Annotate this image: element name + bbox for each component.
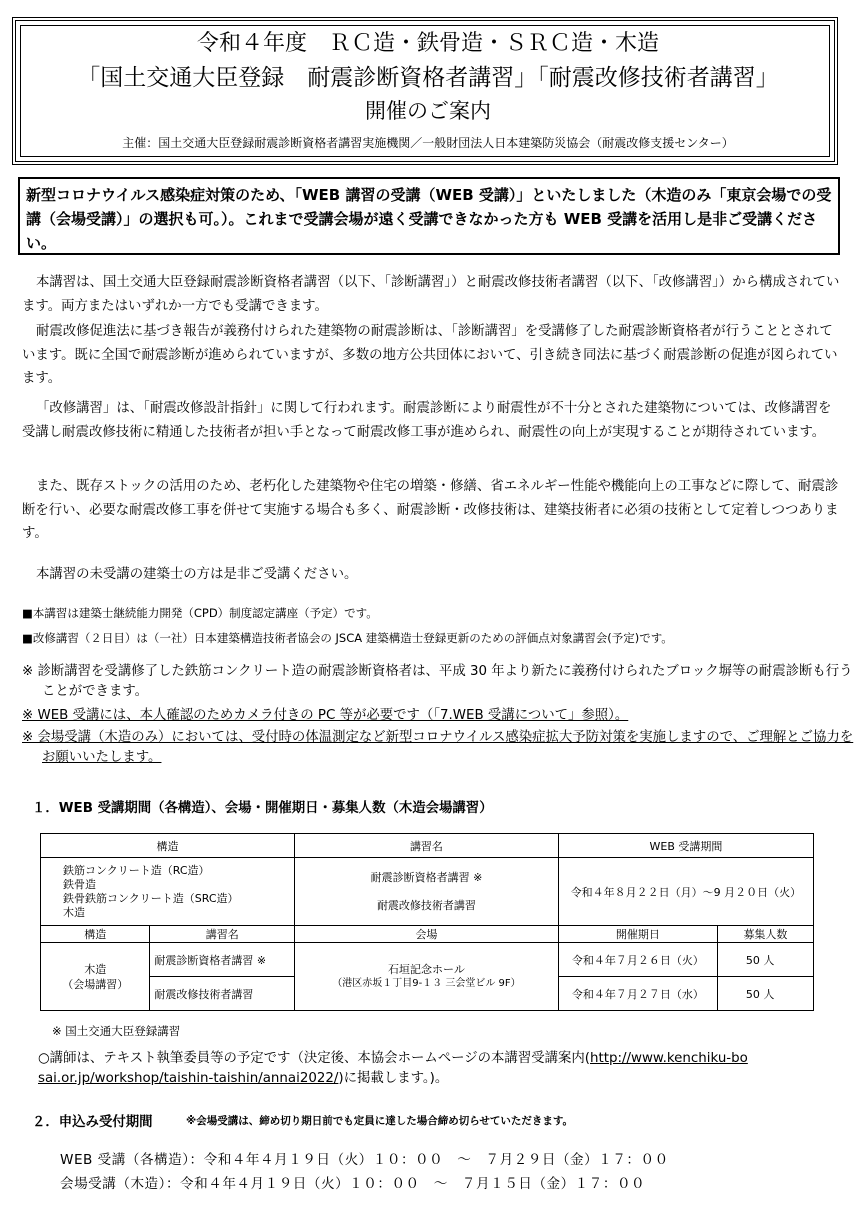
- structure-src: 鉄骨鉄筋コンクリート造（SRC造）: [63, 891, 239, 905]
- section-2-title: ２．申込み受付期間: [32, 1115, 153, 1130]
- paragraph-1: 本講習は、国土交通大臣登録耐震診断資格者講習（以下、「診断講習」）と耐震改修技術者講習（以下、「改修講習」）から構成されています。両方またはいずれか一方でも受講できます。: [22, 275, 840, 314]
- cpd-bullet: ■本講習は建築士継続能力開発（CPD）制度認定講座（予定）です。: [22, 606, 378, 620]
- section-1-title: １．WEB 受講期間（各構造）、会場・開催期日・募集人数（木造会場講習）: [32, 801, 493, 816]
- row2-capacity: 50 人: [717, 977, 813, 1011]
- row1-course: 耐震診断資格者講習 ※: [150, 943, 295, 977]
- row1-capacity: 50 人: [717, 943, 813, 977]
- venue-name: 石垣記念ホール: [388, 962, 465, 976]
- schedule-table: [40, 833, 814, 1011]
- note-venue-covid: ※ 会場受講（木造のみ）においては、受付時の体温測定など新型コロナウイルス感染症拡大予防対策を実施しますので、ご理解とご協力をお願いいたします。: [22, 730, 854, 765]
- course-diagnosis: 耐震診断資格者講習 ※: [370, 870, 483, 884]
- courses-cell: [295, 858, 559, 926]
- registration-footnote: ※ 国土交通大臣登録講習: [52, 1024, 181, 1038]
- host-line: 主催：国土交通大臣登録耐震診断資格者講習実施機関／一般財団法人日本建築防災協会（耐震改修支援センター）: [122, 136, 734, 150]
- title-line-3: 開催のご案内: [365, 99, 491, 123]
- lecturer-link-a[interactable]: http://www.kenchiku-bo: [590, 1051, 748, 1066]
- course-retrofit: 耐震改修技術者講習: [376, 898, 476, 912]
- venue-address: （港区赤坂１丁目9-１３ 三会堂ビル 9F）: [332, 977, 521, 989]
- venue-cell: [295, 943, 559, 1011]
- wood-label: 木造: [84, 962, 107, 976]
- row1-date: 令和４年７月２６日（火）: [558, 943, 717, 977]
- wood-sub: （会場講習）: [62, 977, 129, 991]
- th2-venue: 会場: [295, 926, 559, 943]
- th2-capacity: 募集人数: [717, 926, 813, 943]
- title-line-2: 「国土交通大臣登録 耐震診断資格者講習」「耐震改修技術者講習」: [77, 65, 779, 91]
- covid-notice: 新型コロナウイルス感染症対策のため、「WEB 講習の受講（WEB 受講）」といたしました（木造のみ「東京会場での受講（会場受講）」の選択も可。）。これまで受講会場が遠く受講できなかった方も WEB 受講を活用し是非ご受講ください。: [18, 177, 840, 255]
- paragraph-2: 耐震改修促進法に基づき報告が義務付けられた建築物の耐震診断は、「診断講習」を受講修了した耐震診断資格者が行うこととされています。既に全国で耐震診断が進められていますが、多数の地方公共団体において、引き続き同法に基づく耐震診断の促進が図られています。: [22, 324, 838, 386]
- th2-course: 講習名: [150, 926, 295, 943]
- note-web-camera: ※ WEB 受講には、本人確認のためカメラ付きの PC 等が必要です（「7.WEB 受講について」参照）。: [22, 708, 629, 723]
- paragraph-5: 本講習の未受講の建築士の方は是非ご受講ください。: [36, 567, 358, 582]
- title-line-1: 令和４年度 ＲＣ造・鉄骨造・ＳＲＣ造・木造: [196, 31, 659, 56]
- th-structure: 構造: [41, 834, 295, 858]
- lecturer-link-b[interactable]: sai.or.jp/workshop/taishin-taishin/annai2022/: [38, 1071, 339, 1086]
- lecturer-text-b: )に掲載します。)。: [338, 1071, 449, 1086]
- note-block-wall: ※ 診断講習を受講修了した鉄筋コンクリート造の耐震診断資格者は、平成 30 年より新たに義務付けられたブロック塀等の耐震診断も行うことができます。: [22, 664, 853, 699]
- th-course: 講習名: [295, 834, 559, 858]
- structure-wood: 木造: [63, 905, 85, 919]
- web-application-period: WEB 受講（各構造）：令和４年４月１９日（火）１０：００ ～ ７月２９日（金）１７：００: [60, 1152, 669, 1168]
- th-web-period: WEB 受講期間: [558, 834, 813, 858]
- row2-course: 耐震改修技術者講習: [150, 977, 295, 1011]
- wood-cell: [41, 943, 150, 1011]
- lecturer-text-a: ○講師は、テキスト執筆委員等の予定です（決定後、本協会ホームページの本講習受講案内(: [38, 1051, 590, 1066]
- th2-date: 開催期日: [558, 926, 717, 943]
- venue-application-period: 会場受講（木造）：令和４年４月１９日（火）１０：００ ～ ７月１５日（金）１７：００: [60, 1176, 646, 1192]
- structure-rc: 鉄筋コンクリート造（RC造）: [63, 863, 210, 877]
- structure-steel: 鉄骨造: [63, 877, 96, 891]
- paragraph-4: また、既存ストックの活用のため、老朽化した建築物や住宅の増築・修繕、省エネルギー性能や機能向上の工事などに際して、耐震診断を行い、必要な耐震改修工事を併せて実施する場合も多く、耐震診断・改修技術は、建築技術者に必須の技術として定着しつつあります。: [22, 479, 839, 541]
- structures-cell: [41, 858, 295, 926]
- paragraph-3: 「改修講習」は、「耐震改修設計指針」に関して行われます。耐震診断により耐震性が不十分とされた建築物については、改修講習を受講し耐震改修技術に精通した技術者が担い手となって耐震改修工事が進められ、耐震性の向上が実現することが期待されています。: [22, 401, 832, 440]
- section-2-note: ※会場受講は、締め切り期日前でも定員に達した場合締め切らせていただきます。: [186, 1115, 574, 1127]
- jsca-bullet: ■改修講習（２日目）は（一社）日本建築構造技術者協会の JSCA 建築構造士登録更新のための評価点対象講習会(予定)です。: [22, 631, 673, 645]
- web-period-cell: 令和４年８月２２日（月）～9 月２０日（火）: [558, 858, 813, 926]
- th2-structure: 構造: [41, 926, 150, 943]
- row2-date: 令和４年７月２７日（水）: [558, 977, 717, 1011]
- lecturer-note: [38, 1049, 818, 1089]
